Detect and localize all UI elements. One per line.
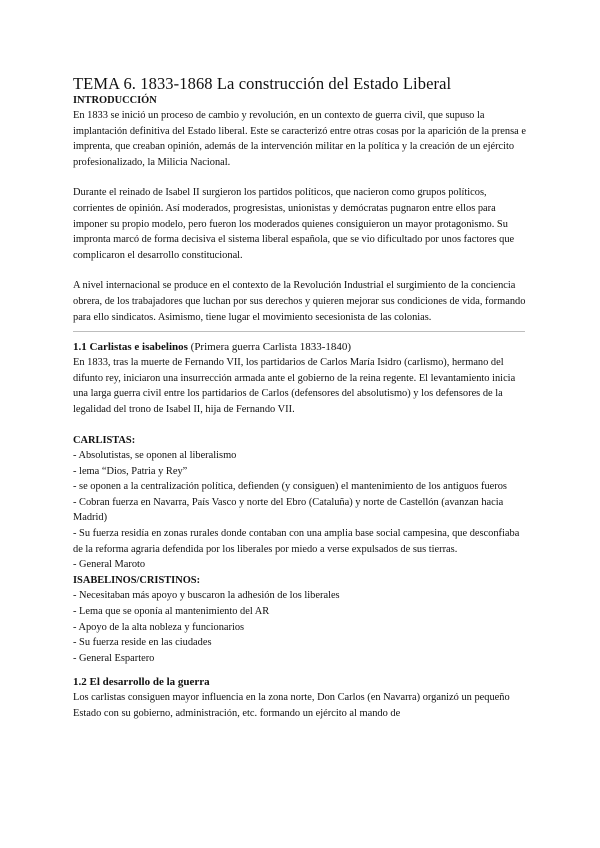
- list-item: - General Maroto: [73, 559, 146, 571]
- intro-paragraph-2: Durante el reinado de Isabel II surgieron los partidos políticos, que nacieron como grupos políticos, corrientes de opinión. Así moderados, progresistas, unionistas y demócratas pugnaron entre ellos para imponer su propio modelo, pero fueron los moderados quienes consiguieron un mayor protagonismo. Su impronta marcó de forma decisiva el sistema liberal española, que se vio dificultado por unos factores que complicaron el desarrollo constitucional.: [73, 187, 515, 261]
- section-1-paragraph: En 1833, tras la muerte de Fernando VII, los partidarios de Carlos María Isidro (carlismo), hermano del difunto rey, iniciaron una insurrección armada ante el gobierno de la reina regente. El levantamiento inicia una larga guerra civil entre los partidarios de Carlos (defensores del absolutismo) y los defensores de la legalidad del trono de Isabel II, hija de Fernando VII.: [73, 357, 516, 415]
- list-item: - Apoyo de la alta nobleza y funcionarios: [73, 621, 245, 633]
- document-content: [73, 74, 528, 722]
- list-item: - Su fuerza reside en las ciudades: [73, 637, 212, 649]
- list-item: - se oponen a la centralización política, defienden (y consiguen) el mantenimiento de los antiguos fueros: [73, 481, 507, 493]
- section-1-title-main: 1.1 Carlistas e isabelinos: [73, 341, 188, 354]
- isabelinos-label: ISABELINOS/CRISTINOS:: [73, 574, 201, 586]
- list-item: - General Espartero: [73, 652, 155, 664]
- intro-heading: INTRODUCCIÓN: [73, 95, 157, 106]
- carlistas-label: CARLISTAS:: [73, 434, 136, 446]
- list-item: - Lema que se oponía al mantenimiento del AR: [73, 606, 270, 618]
- section-divider: [73, 331, 525, 332]
- document-title: TEMA 6. 1833-1868 La construcción del Estado Liberal: [73, 74, 452, 93]
- carlistas-list: [73, 448, 528, 573]
- list-item: - Absolutistas, se oponen al liberalismo: [73, 450, 237, 462]
- list-item: - Su fuerza residía en zonas rurales donde contaban con una amplia base social campesina, que desconfiaba de la reforma agraria defendida por los liberales por miedo a verse expulsados de sus tierras.: [73, 528, 520, 555]
- list-item: - Necesitaban más apoyo y buscaron la adhesión de los liberales: [73, 590, 340, 602]
- list-item: - lema “Dios, Patria y Rey”: [73, 465, 188, 477]
- section-1-title: [73, 339, 528, 355]
- section-2-paragraph: Los carlistas consiguen mayor influencia en la zona norte, Don Carlos (en Navarra) organizó un pequeño Estado con su gobierno, administración, etc. formando un ejército al mando de: [73, 692, 510, 719]
- section-2-title: 1.2 El desarrollo de la guerra: [73, 676, 210, 689]
- isabelinos-list: [73, 588, 528, 666]
- intro-paragraph-3: A nivel internacional se produce en el contexto de la Revolución Industrial el surgimiento de la conciencia obrera, de los trabajadores que luchan por sus derechos y quieren mejorar sus condiciones de vida, formando para ello sindicatos. Asimismo, tiene lugar el movimiento secesionista de las colonias.: [73, 280, 526, 323]
- section-1-title-suffix: (Primera guerra Carlista 1833-1840): [187, 341, 352, 354]
- intro-paragraph-1: En 1833 se inició un proceso de cambio y revolución, en un contexto de guerra civil, que supuso la implantación definitiva del Estado liberal. Este se caracterizó entre otras cosas por la aparición de la prensa e imprenta, que creaban opinión, además de la intervención militar en la política y la creación de un ejército profesionalizado, la Milicia Nacional.: [73, 110, 526, 168]
- list-item: - Cobran fuerza en Navarra, País Vasco y norte del Ebro (Cataluña) y norte de Castellón (avanzan hacia Madrid): [73, 496, 504, 524]
